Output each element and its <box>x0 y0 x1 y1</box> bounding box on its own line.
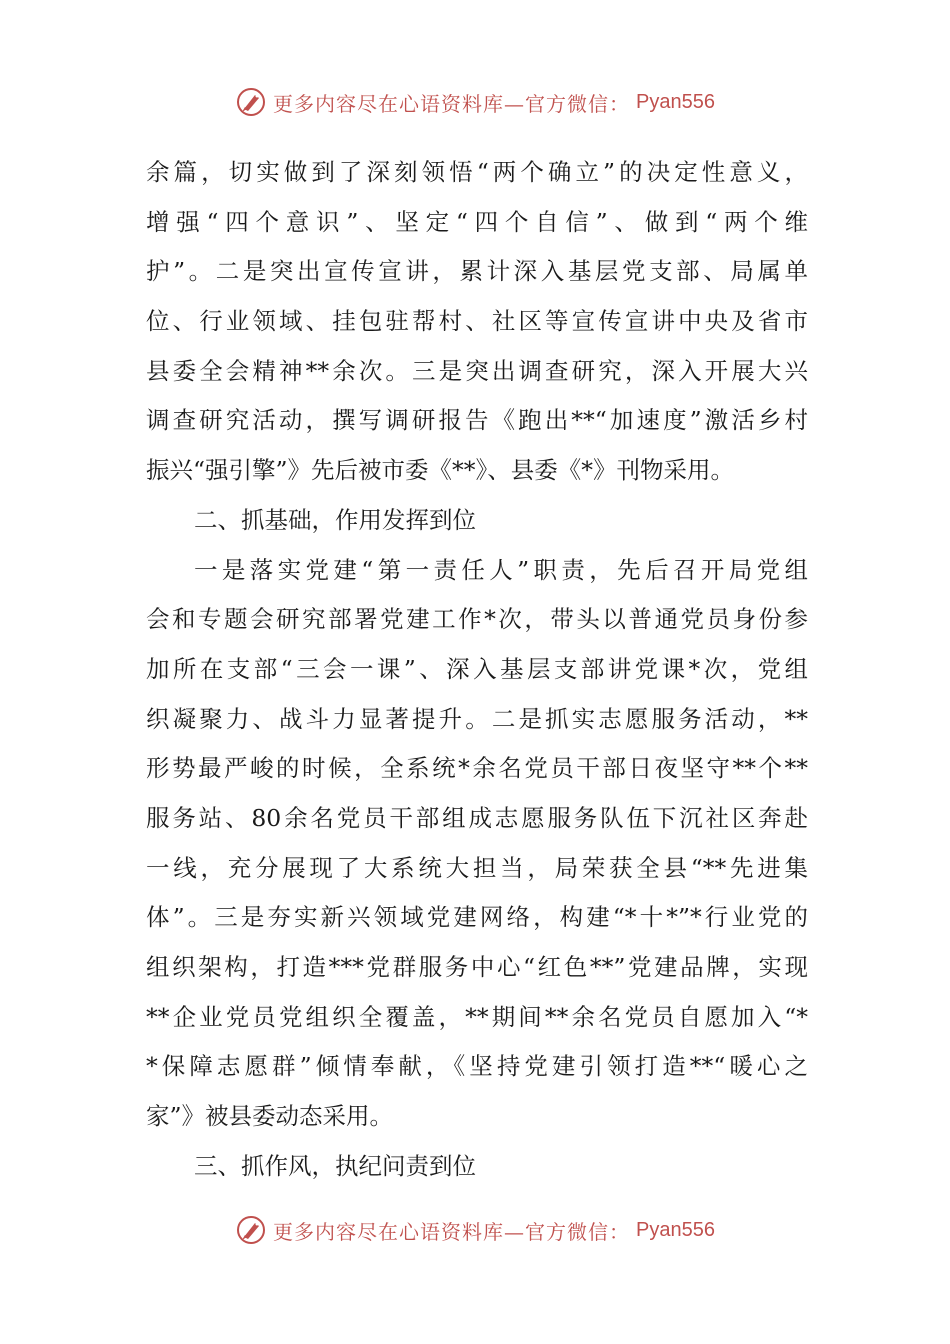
body-line: 加所在支部“三会一课”、深入基层支部讲党课*次，党组 <box>146 654 808 683</box>
body-line: 会和专题会研究部署党建工作*次，带头以普通党员身份参 <box>146 605 808 634</box>
watermark-text: 更多内容尽在心语资料库—官方微信： <box>273 91 631 116</box>
section-heading: 三、抓作风，执纪问责到位 <box>194 1151 476 1180</box>
body-line: 组织架构，打造***党群服务中心“红色**”党建品牌，实现 <box>146 953 808 981</box>
body-line: 织凝聚力、战斗力显著提升。二是抓实志愿服务活动，** <box>146 704 808 733</box>
body-line: 调查研究活动，撰写调研报告《跑出**“加速度”激活乡村 <box>146 406 808 435</box>
pen-nib-logo-icon <box>235 1214 267 1246</box>
document-body <box>146 148 808 1191</box>
body-line: 一线，充分展现了大系统大担当，局荣获全县“**先进集 <box>146 853 808 882</box>
body-line: 体”。三是夯实新兴领域党建网络，构建“*十*”*行业党的 <box>146 903 808 932</box>
header-watermark <box>0 82 950 122</box>
body-line: *保障志愿群”倾情奉献，《坚持党建引领打造**“暖心之 <box>146 1052 808 1081</box>
body-line: **企业党员党组织全覆盖，**期间**余名党员自愿加入“* <box>146 1002 808 1031</box>
body-line: 护”。二是突出宣传宣讲，累计深入基层党支部、局属单 <box>146 257 808 286</box>
body-line: 振兴“强引擎”》先后被市委《**》、县委《*》刊物采用。 <box>146 456 735 485</box>
body-line: 家”》被县委动态采用。 <box>146 1102 394 1131</box>
watermark-wechat-id: Pyan556 <box>636 90 715 113</box>
footer-watermark <box>0 1210 950 1250</box>
body-line: 服务站、80余名党员干部组成志愿服务队伍下沉社区奔赴 <box>146 803 808 832</box>
body-line: 形势最严峻的时候，全系统*余名党员干部日夜坚守**个** <box>146 754 808 783</box>
watermark-text: 更多内容尽在心语资料库—官方微信： <box>273 1219 631 1244</box>
body-line: 余篇，切实做到了深刻领悟“两个确立”的决定性意义， <box>146 158 808 186</box>
paragraph-first-line: 一是落实党建“第一责任人”职责，先后召开局党组 <box>194 555 808 584</box>
pen-nib-logo-icon <box>235 86 267 118</box>
section-heading: 二、抓基础，作用发挥到位 <box>194 505 476 534</box>
body-line: 县委全会精神**余次。三是突出调查研究，深入开展大兴 <box>146 356 808 385</box>
body-line: 增强“四个意识”、坚定“四个自信”、做到“两个维 <box>146 207 808 236</box>
watermark-wechat-id: Pyan556 <box>636 1218 715 1241</box>
body-line: 位、行业领域、挂包驻帮村、社区等宣传宣讲中央及省市 <box>146 307 808 336</box>
